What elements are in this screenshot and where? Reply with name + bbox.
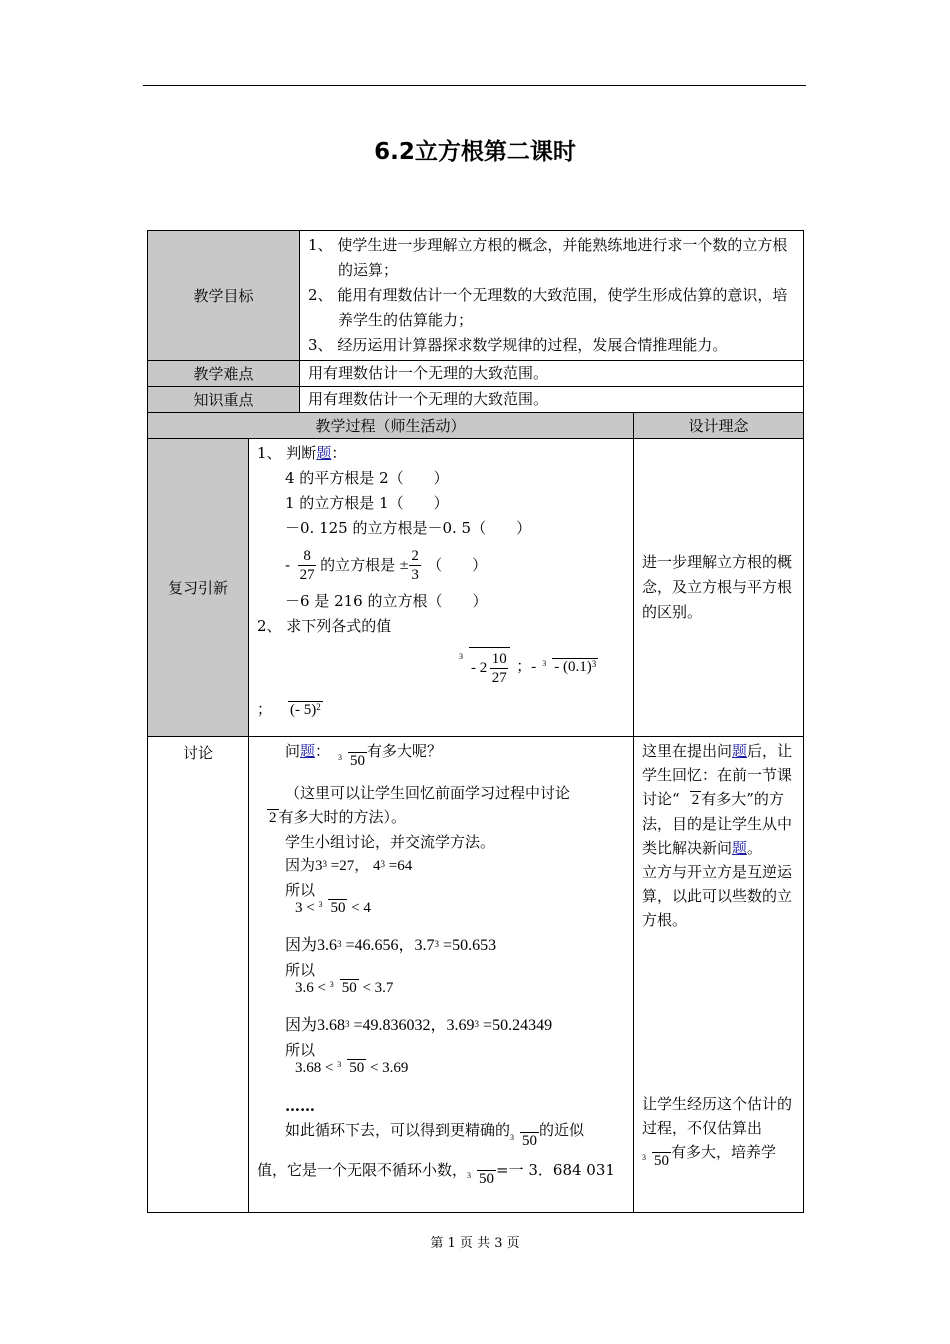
judge-fraction-line: - $\frac{8}{27}$ 的立方根是 ± $\frac{2}{3}$ （ ） (285, 547, 488, 583)
review-q1: 1、 判断题： (257, 444, 347, 462)
discuss-para1: （这里可以让学生回忆前面学习过程中讨论 (285, 784, 571, 802)
discuss-row (148, 737, 804, 1213)
question-link[interactable]: 题 (732, 742, 748, 760)
page-title: 6.2立方根第二课时 (374, 139, 576, 165)
judge-line: －0. 125 的立方根是－0. 5（ ） (285, 519, 532, 537)
square-root: 2 (691, 792, 700, 808)
judge-line: －6 是 216 的立方根（ ） (285, 592, 488, 610)
discuss-label: 讨论 (182, 744, 213, 762)
keypoint-label: 知识重点 (148, 387, 300, 413)
judge-line: 1 的立方根是 1（ ） (285, 494, 449, 512)
cube-root: 3 - 2 $\frac{10}{27}$ (459, 647, 510, 687)
review-q2: 2、 求下列各式的值 (257, 617, 392, 635)
discuss-note2: 立方与开立方是互逆运算，以此可以些数的立方根。 (642, 863, 793, 929)
because-line: 因为$3.6^3 =46.656$，$3.7^3 =50.653$ (285, 937, 497, 954)
so-label: 所以 (285, 881, 316, 899)
discuss-para4: 值，它是一个无限不循环小数， 3 50 =一 3．684 031 (257, 1161, 615, 1187)
question-link[interactable]: 题 (300, 742, 316, 760)
square-root: (- 5)$^2$ (290, 702, 321, 718)
difficulty-label: 教学难点 (148, 361, 300, 387)
question-link[interactable]: 题 (732, 839, 748, 857)
square-root: 2 (269, 810, 277, 826)
cube-root: 3 50 (338, 753, 366, 769)
ellipsis: …… (285, 1097, 315, 1115)
goals-label: 教学目标 (148, 231, 300, 361)
because-line: 因为$3.68^3 =49.836032$，$3.69^3 =50.24349$ (285, 1017, 553, 1034)
goal-item: 1、 使学生进一步理解立方根的概念，并能熟练地进行求一个数的立方根的运算； (308, 236, 788, 279)
lesson-plan-table (147, 230, 804, 1213)
review-content (249, 439, 634, 737)
discuss-para3: 如此循环下去，可以得到更精确的 3 50的近似 (285, 1121, 585, 1149)
difficulty-text: 用有理数估计一个无理的大致范围。 (308, 364, 549, 382)
review-label: 复习引新 (148, 439, 249, 737)
discuss-para2: 学生小组讨论，并交流学方法。 (285, 833, 496, 851)
inequality: 3 < 3 50 < 4 (295, 900, 371, 916)
review-expr2: ； (- 5)$^2$ (257, 695, 625, 725)
keypoint-text: 用有理数估计一个无理的大致范围。 (308, 390, 549, 408)
page-footer: 第 1 页 共 3 页 (430, 1236, 520, 1251)
goals-content (300, 231, 804, 361)
discuss-para1-cont: 2 有多大时的方法）。 (257, 805, 625, 830)
question-link[interactable]: 题 (316, 444, 332, 462)
so-label: 所以 (285, 961, 316, 979)
goals-row (148, 231, 804, 361)
discuss-question: 问 题 ： 3 50 有多大呢？ (257, 739, 625, 775)
review-row (148, 439, 804, 737)
inequality: 3.68 < 3 50 < 3.69 (295, 1060, 409, 1076)
keypoint-row (148, 387, 804, 413)
goal-item: 2、 能用有理数估计一个无理数的大致范围，使学生形成估算的意识，培养学生的估算能力； (308, 286, 788, 329)
cube-root: 3 - $(0.1)^3$ (542, 659, 597, 675)
because-line: 因为$3^3 =27$， $4^3 =64$ (285, 858, 413, 874)
process-header-right: 设计理念 (634, 413, 804, 439)
goal-item: 3、 经历运用计算器探求数学规律的过程，发展合情推理能力。 (308, 336, 728, 354)
header-rule (143, 85, 806, 86)
review-note: 进一步理解立方根的概念，及立方根与平方根的区别。 (642, 553, 793, 621)
review-expr1: 3 - 2 $\frac{10}{27}$ ；- 3 - $(0.1)^3$ (257, 639, 625, 695)
discuss-note3: 让学生经历这个估计的过程，不仅估算出 3 50 有多大，培养学 (642, 1095, 793, 1169)
judge-line: 4 的平方根是 2（ ） (285, 469, 449, 487)
discuss-note1: 这里在提出问题后，让学生回忆：在前一节课讨论“ 2 有多大”的方法，目的是让学生从中类比解决新问题。 (642, 742, 793, 857)
inequality: 3.6 < 3 50 < 3.7 (295, 980, 394, 996)
process-header-left: 教学过程（师生活动） (148, 413, 634, 439)
fraction: $\frac{2}{3}$ (409, 547, 421, 584)
fraction: $\frac{8}{27}$ (299, 547, 315, 583)
so-label: 所以 (285, 1041, 316, 1059)
process-header-row (148, 413, 804, 439)
discuss-content (249, 737, 634, 1213)
difficulty-row (148, 361, 804, 387)
